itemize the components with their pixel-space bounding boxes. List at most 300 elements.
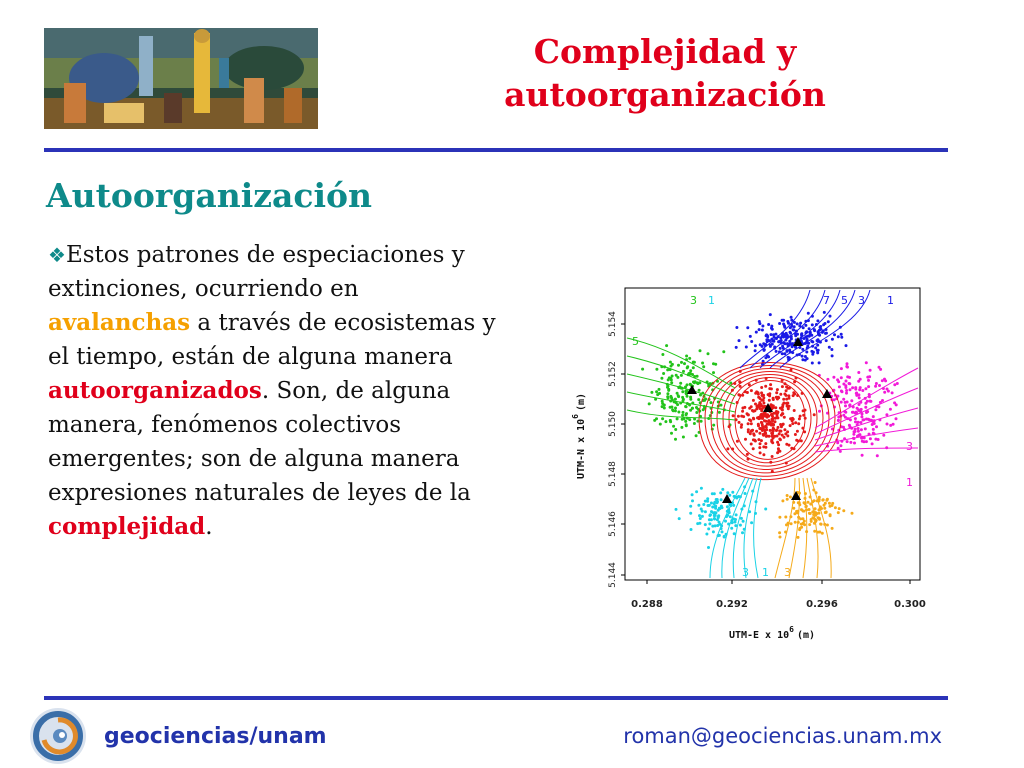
scatter-point — [864, 387, 867, 390]
scatter-point — [822, 498, 825, 501]
scatter-point — [797, 422, 800, 425]
scatter-point — [759, 451, 762, 454]
scatter-point — [834, 506, 837, 509]
curve-label: 1 — [906, 476, 913, 489]
x-tick-label: 0.296 — [806, 599, 838, 610]
scatter-point — [787, 322, 790, 325]
scatter-point — [858, 409, 861, 412]
scatter-point — [837, 335, 840, 338]
x-tick-label: 0.288 — [631, 599, 663, 610]
scatter-point — [715, 498, 718, 501]
scatter-point — [802, 510, 805, 513]
scatter-point — [778, 438, 781, 441]
scatter-point — [857, 430, 860, 433]
scatter-point — [831, 527, 834, 530]
scatter-point — [865, 440, 868, 443]
scatter-point — [895, 403, 898, 406]
y-tick-label: 5.146 — [608, 511, 618, 537]
scatter-point — [875, 382, 878, 385]
scatter-point — [771, 328, 774, 331]
scatter-point — [878, 384, 881, 387]
scatter-point — [821, 532, 824, 535]
scatter-point — [655, 390, 658, 393]
scatter-point — [689, 398, 692, 401]
scatter-point — [699, 394, 702, 397]
scatter-point — [762, 399, 765, 402]
scatter-point — [692, 366, 695, 369]
scatter-point — [768, 422, 771, 425]
scatter-point — [771, 441, 774, 444]
scatter-point — [685, 355, 688, 358]
scatter-point — [777, 426, 780, 429]
scatter-point — [677, 364, 680, 367]
scatter-point — [757, 393, 760, 396]
scatter-point — [787, 387, 790, 390]
scatter-point — [678, 517, 681, 520]
scatter-point — [811, 340, 814, 343]
scatter-point — [671, 375, 674, 378]
y-tick-label: 5.152 — [608, 361, 618, 387]
scatter-point — [735, 513, 738, 516]
scatter-point — [680, 426, 683, 429]
scatter-point — [844, 411, 847, 414]
scatter-point — [789, 496, 792, 499]
scatter-point — [851, 512, 854, 515]
scatter-point — [726, 447, 729, 450]
scatter-point — [811, 323, 814, 326]
scatter-point — [735, 326, 738, 329]
scatter-point — [763, 419, 766, 422]
scatter-point — [685, 423, 688, 426]
scatter-point — [867, 379, 870, 382]
scatter-point — [824, 511, 827, 514]
scatter-point — [658, 392, 661, 395]
scatter-point — [665, 344, 668, 347]
scatter-point — [771, 419, 774, 422]
scatter-point — [848, 424, 851, 427]
slide-title — [420, 30, 910, 116]
scatter-point — [718, 507, 721, 510]
scatter-point — [695, 434, 698, 437]
scatter-point — [685, 413, 688, 416]
scatter-point — [869, 369, 872, 372]
scatter-point — [842, 509, 845, 512]
scatter-point — [686, 365, 689, 368]
scatter-point — [735, 497, 738, 500]
scatter-point — [837, 419, 840, 422]
scatter-point — [794, 421, 797, 424]
scatter-point — [663, 407, 666, 410]
scatter-point — [810, 350, 813, 353]
scatter-point — [846, 366, 849, 369]
scatter-point — [691, 499, 694, 502]
scatter-point — [842, 414, 845, 417]
scatter-point — [698, 389, 701, 392]
scatter-point — [771, 455, 774, 458]
scatter-point — [730, 527, 733, 530]
scatter-point — [772, 398, 775, 401]
scatter-point — [786, 434, 789, 437]
scatter-point — [785, 443, 788, 446]
scatter-point — [772, 423, 775, 426]
scatter-point — [783, 436, 786, 439]
scatter-point — [783, 326, 786, 329]
scatter-point — [699, 349, 702, 352]
scatter-point — [641, 368, 644, 371]
scatter-point — [861, 440, 864, 443]
scatter-point — [704, 500, 707, 503]
scatter-point — [704, 510, 707, 513]
scatter-point — [859, 421, 862, 424]
scatter-point — [832, 376, 835, 379]
scatter-point — [708, 522, 711, 525]
scatter-point — [769, 429, 772, 432]
scatter-point — [778, 430, 781, 433]
scatter-point — [786, 494, 789, 497]
scatter-point — [712, 530, 715, 533]
scatter-point — [868, 375, 871, 378]
scatter-point — [724, 520, 727, 523]
scatter-point — [791, 417, 794, 420]
scatter-point — [867, 385, 870, 388]
footer-email: roman@geociencias.unam.mx — [623, 724, 942, 748]
scatter-point — [768, 387, 771, 390]
scatter-point — [840, 333, 843, 336]
scatter-point — [764, 446, 767, 449]
scatter-point — [790, 522, 793, 525]
scatter-point — [666, 392, 669, 395]
scatter-point — [682, 398, 685, 401]
scatter-point — [757, 396, 760, 399]
scatter-point — [695, 411, 698, 414]
footer-institution: geociencias/unam — [104, 724, 327, 749]
scatter-point — [710, 502, 713, 505]
scatter-point — [780, 414, 783, 417]
scatter-point — [819, 325, 822, 328]
scatter-point — [793, 409, 796, 412]
scatter-point — [752, 417, 755, 420]
scatter-point — [777, 396, 780, 399]
scatter-point — [669, 361, 672, 364]
scatter-point — [758, 328, 761, 331]
scatter-point — [845, 392, 848, 395]
scatter-point — [761, 345, 764, 348]
scatter-point — [864, 427, 867, 430]
scatter-point — [779, 393, 782, 396]
scatter-point — [694, 380, 697, 383]
scatter-point — [829, 315, 832, 318]
scatter-point — [871, 442, 874, 445]
scatter-point — [861, 454, 864, 457]
scatter-point — [840, 401, 843, 404]
scatter-point — [716, 518, 719, 521]
body-segment: Estos patrones de especiaciones y extinciones, ocurriendo en — [48, 242, 465, 302]
curve-label: 7 — [823, 294, 830, 307]
scatter-point — [801, 348, 804, 351]
scatter-point — [775, 350, 778, 353]
scatter-point — [783, 393, 786, 396]
scatter-point — [667, 397, 670, 400]
scatter-point — [825, 332, 828, 335]
scatter-point — [744, 438, 747, 441]
scatter-point — [775, 391, 778, 394]
scatter-point — [711, 525, 714, 528]
slide-title-line1: Complejidad y — [533, 32, 797, 71]
scatter-point — [889, 408, 892, 411]
scatter-point — [737, 415, 740, 418]
header-painting — [44, 28, 318, 129]
scatter-point — [841, 390, 844, 393]
scatter-point — [804, 324, 807, 327]
scatter-point — [857, 427, 860, 430]
scatter-point — [893, 383, 896, 386]
curve-label: 1 — [708, 294, 715, 307]
scatter-point — [752, 399, 755, 402]
scatter-point — [813, 530, 816, 533]
scatter-point — [786, 402, 789, 405]
scatter-point — [785, 389, 788, 392]
scatter-point — [801, 358, 804, 361]
scatter-point — [814, 481, 817, 484]
scatter-point — [869, 437, 872, 440]
scatter-point — [764, 429, 767, 432]
scatter-point — [740, 415, 743, 418]
scatter-point — [784, 333, 787, 336]
scatter-point — [681, 390, 684, 393]
scatter-point — [778, 322, 781, 325]
scatter-point — [886, 388, 889, 391]
scatter-point — [712, 424, 715, 427]
scatter-point — [792, 329, 795, 332]
scatter-point — [716, 524, 719, 527]
scatter-point — [661, 353, 664, 356]
scatter-point — [781, 385, 784, 388]
scatter-point — [828, 502, 831, 505]
scatter-point — [690, 528, 693, 531]
scatter-point — [837, 511, 840, 514]
scatter-point — [693, 422, 696, 425]
scatter-point — [886, 423, 889, 426]
highlight-autoorganizados: autoorganizados — [48, 377, 262, 404]
scatter-point — [815, 512, 818, 515]
scatter-point — [700, 487, 703, 490]
scatter-point — [676, 403, 679, 406]
scatter-point — [784, 516, 787, 519]
scatter-point — [767, 323, 770, 326]
scatter-point — [849, 388, 852, 391]
scatter-point — [790, 337, 793, 340]
scatter-point — [824, 502, 827, 505]
curve-label: 3 — [690, 294, 697, 307]
scatter-point — [749, 419, 752, 422]
scatter-point — [825, 339, 828, 342]
scatter-point — [786, 430, 789, 433]
scatter-point — [750, 405, 753, 408]
scatter-point — [761, 325, 764, 328]
scatter-point — [685, 405, 688, 408]
scatter-point — [823, 311, 826, 314]
scatter-point — [768, 399, 771, 402]
scatter-point — [696, 522, 699, 525]
scatter-point — [848, 376, 851, 379]
scatter-point — [758, 446, 761, 449]
scatter-point — [696, 375, 699, 378]
scatter-point — [879, 368, 882, 371]
slide-title-line2: autoorganización — [504, 75, 826, 114]
scatter-point — [882, 434, 885, 437]
scatter-point — [853, 442, 856, 445]
scatter-point — [767, 355, 770, 358]
scatter-point — [833, 333, 836, 336]
scatter-point — [761, 394, 764, 397]
scatter-point — [731, 491, 734, 494]
scatter-point — [750, 443, 753, 446]
scatter-point — [854, 388, 857, 391]
scatter-point — [889, 424, 892, 427]
scatter-point — [750, 389, 753, 392]
scatter-point — [746, 326, 749, 329]
scatter-point — [764, 442, 767, 445]
scatter-point — [765, 334, 768, 337]
scatter-point — [830, 348, 833, 351]
scatter-point — [771, 343, 774, 346]
scatter-point — [778, 516, 781, 519]
scatter-point — [846, 362, 849, 365]
scatter-point — [837, 416, 840, 419]
scatter-point — [742, 520, 745, 523]
scatter-point — [707, 352, 710, 355]
scatter-point — [786, 349, 789, 352]
scatter-point — [842, 383, 845, 386]
scatter-point — [762, 453, 765, 456]
scatter-point — [803, 520, 806, 523]
scatter-point — [681, 414, 684, 417]
scatter-point — [729, 515, 732, 518]
scatter-point — [854, 417, 857, 420]
scatter-point — [677, 411, 680, 414]
scatter-point — [701, 510, 704, 513]
section-title: Autoorganización — [46, 176, 372, 215]
scatter-point — [826, 524, 829, 527]
scatter-point — [703, 399, 706, 402]
scatter-point — [817, 516, 820, 519]
scatter-point — [857, 421, 860, 424]
scatter-point — [762, 342, 765, 345]
scatter-point — [793, 512, 796, 515]
scatter-point — [753, 409, 756, 412]
scatter-point — [732, 414, 735, 417]
scatter-point — [807, 312, 810, 315]
scatter-point — [676, 392, 679, 395]
scatter-point — [783, 428, 786, 431]
scatter-point — [675, 374, 678, 377]
scatter-point — [744, 492, 747, 495]
scatter-point — [851, 411, 854, 414]
top-divider — [44, 148, 948, 152]
scatter-point — [660, 377, 663, 380]
scatter-point — [772, 404, 775, 407]
y-tick-label: 5.144 — [608, 562, 618, 588]
scatter-point — [849, 441, 852, 444]
scatter-point — [808, 334, 811, 337]
scatter-point — [855, 394, 858, 397]
scatter-point — [697, 398, 700, 401]
scatter-point — [762, 402, 765, 405]
scatter-point — [828, 346, 831, 349]
scatter-point — [814, 507, 817, 510]
scatter-point — [741, 410, 744, 413]
scatter-point — [667, 378, 670, 381]
scatter-point — [895, 417, 898, 420]
scatter-point — [786, 498, 789, 501]
scatter-point — [689, 512, 692, 515]
scatter-point — [686, 395, 689, 398]
scatter-point — [661, 417, 664, 420]
scatter-point — [707, 504, 710, 507]
scatter-point — [818, 361, 821, 364]
scatter-point — [838, 507, 841, 510]
scatter-point — [791, 422, 794, 425]
scatter-point — [750, 340, 753, 343]
scatter-point — [672, 425, 675, 428]
scatter-point — [799, 322, 802, 325]
scatter-point — [761, 329, 764, 332]
scatter-point — [698, 514, 701, 517]
scatter-point — [792, 507, 795, 510]
scatter-point — [858, 403, 861, 406]
curve-label: 5 — [841, 294, 848, 307]
y-tick-label: 5.154 — [608, 311, 618, 337]
scatter-point — [712, 362, 715, 365]
scatter-point — [670, 381, 673, 384]
scatter-point — [776, 441, 779, 444]
scatter-point — [714, 514, 717, 517]
scatter-point — [770, 413, 773, 416]
scatter-point — [750, 430, 753, 433]
scatter-point — [874, 385, 877, 388]
scatter-point — [778, 432, 781, 435]
y-tick-label: 5.148 — [608, 461, 618, 487]
scatter-point — [814, 346, 817, 349]
scatter-point — [807, 342, 810, 345]
scatter-point — [764, 432, 767, 435]
scatter-point — [776, 388, 779, 391]
scatter-point — [842, 398, 845, 401]
scatter-point — [824, 322, 827, 325]
scatter-point — [674, 398, 677, 401]
scatter-point — [672, 409, 675, 412]
x-tick-label: 0.292 — [716, 599, 748, 610]
curve-label: 3 — [742, 566, 749, 579]
scatter-point — [781, 319, 784, 322]
scatter-point — [726, 491, 729, 494]
scatter-point — [764, 425, 767, 428]
scatter-point — [790, 316, 793, 319]
scatter-point — [716, 501, 719, 504]
scatter-point — [851, 386, 854, 389]
body-segment: . Son, de alguna manera, fenómenos colectivos emergentes; son de alguna manera expresiones naturales de leyes de la — [48, 378, 471, 506]
scatter-point — [707, 546, 710, 549]
scatter-point — [869, 400, 872, 403]
diamond-bullet-icon: ❖ — [48, 243, 66, 267]
scatter-point — [726, 505, 729, 508]
scatter-point — [770, 432, 773, 435]
scatter-point — [783, 416, 786, 419]
body-paragraph — [48, 238, 498, 544]
scatter-point — [858, 396, 861, 399]
scatter-point — [779, 340, 782, 343]
scatter-point — [774, 406, 777, 409]
